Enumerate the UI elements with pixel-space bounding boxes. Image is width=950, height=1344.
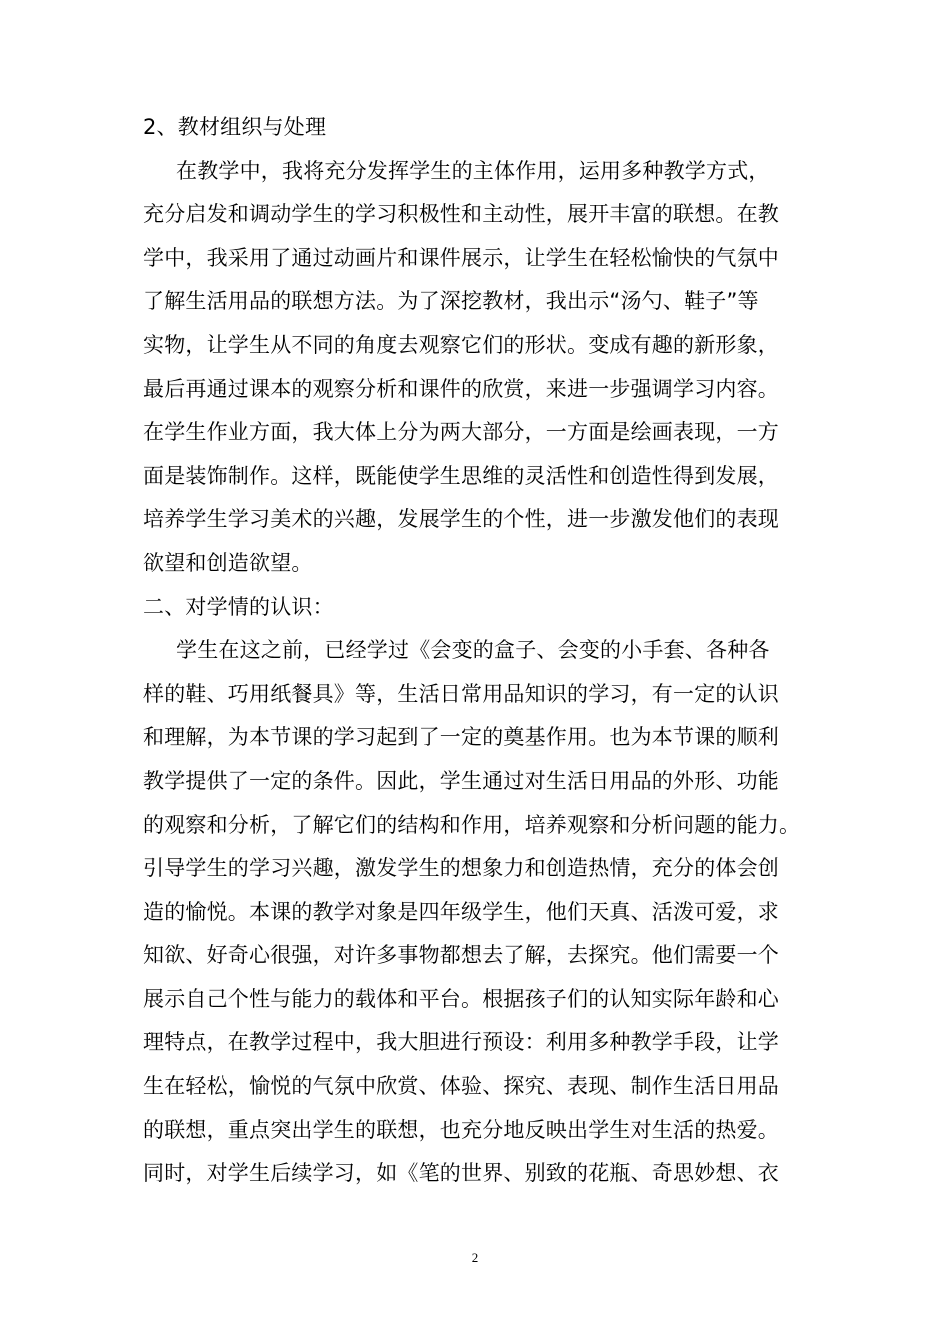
paragraph-line: 同时，对学生后续学习，如《笔的世界、别致的花瓶、奇思妙想、衣 (143, 1161, 779, 1186)
paragraph-line: 理特点，在教学过程中，我大胆进行预设：利用多种教学手段，让学 (143, 1030, 779, 1055)
paragraph-line: 的联想，重点突出学生的联想，也充分地反映出学生对生活的热爱。 (143, 1117, 779, 1142)
paragraph-line: 了解生活用品的联想方法。为了深挖教材，我出示“汤勺、鞋子”等 (143, 289, 759, 314)
paragraph-line: 和理解，为本节课的学习起到了一定的奠基作用。也为本节课的顺利 (143, 725, 779, 750)
paragraph-line: 在学生作业方面，我大体上分为两大部分，一方面是绘画表现，一方 (143, 420, 779, 445)
body-text (143, 106, 808, 1196)
paragraph-line: 造的愉悦。本课的教学对象是四年级学生，他们天真、活泼可爱，求 (143, 899, 779, 924)
paragraph-line: 学中，我采用了通过动画片和课件展示，让学生在轻松愉快的气氛中 (143, 245, 779, 270)
paragraph-line: 样的鞋、巧用纸餐具》等，生活日常用品知识的学习，有一定的认识 (143, 681, 779, 706)
paragraph-line: 知欲、好奇心很强，对许多事物都想去了解，去探究。他们需要一个 (143, 943, 779, 968)
paragraph-line: 的观察和分析，了解它们的结构和作用，培养观察和分析问题的能力。 (143, 812, 801, 837)
paragraph-line: 充分启发和调动学生的学习积极性和主动性，展开丰富的联想。在教 (143, 202, 779, 227)
section-heading: 2、教材组织与处理 (143, 115, 327, 139)
paragraph-line: 教学提供了一定的条件。因此，学生通过对生活日用品的外形、功能 (143, 768, 779, 793)
paragraph-line: 面是装饰制作。这样，既能使学生思维的灵活性和创造性得到发展， (143, 463, 779, 488)
paragraph-line: 学生在这之前，已经学过《会变的盒子、会变的小手套、各种各 (176, 638, 770, 663)
paragraph-line: 在教学中，我将充分发挥学生的主体作用，运用多种教学方式， (176, 158, 770, 183)
paragraph-line: 培养学生学习美术的兴趣，发展学生的个性，进一步激发他们的表现 (143, 507, 779, 532)
paragraph-line: 欲望和创造欲望。 (143, 550, 313, 575)
page-number: 2 (471, 1250, 479, 1265)
section-heading: 二、对学情的认识： (143, 594, 334, 619)
paragraph-line: 生在轻松，愉悦的气氛中欣赏、体验、探究、表现、制作生活日用品 (143, 1074, 779, 1099)
paragraph-line: 最后再通过课本的观察分析和课件的欣赏，来进一步强调学习内容。 (143, 376, 779, 401)
paragraph-line: 展示自己个性与能力的载体和平台。根据孩子们的认知实际年龄和心 (143, 986, 779, 1011)
paragraph-line: 实物，让学生从不同的角度去观察它们的形状。变成有趣的新形象， (143, 332, 779, 357)
paragraph-line: 引导学生的学习兴趣，激发学生的想象力和创造热情，充分的体会创 (143, 856, 779, 881)
